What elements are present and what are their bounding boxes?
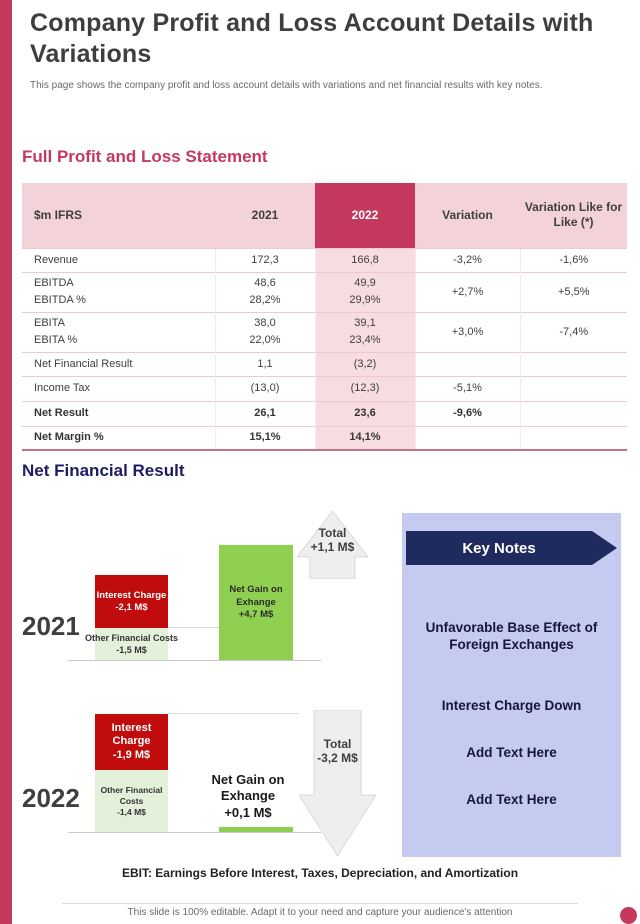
bar-interest-charge-2022 <box>95 714 168 770</box>
cell-2021: 26,1 <box>254 407 276 419</box>
cell-2022-sub: 29,9% <box>349 294 381 306</box>
bar-label: Net Gain on Exhange <box>229 584 283 608</box>
table-header-row <box>22 183 627 248</box>
table-row-net-margin <box>22 426 627 450</box>
section-title-profit-loss: Full Profit and Loss Statement <box>22 147 268 166</box>
total-value: +1,1 M$ <box>310 540 355 555</box>
cell-2021: 1,1 <box>257 357 273 370</box>
cell-2022: 166,8 <box>351 253 379 266</box>
row-label: Net Margin % <box>34 431 104 444</box>
table-row-revenue <box>22 248 627 272</box>
cell-2022: 14,1% <box>349 431 381 444</box>
key-note-placeholder[interactable]: Add Text Here <box>466 745 557 760</box>
ebit-definition-note: EBIT: Earnings Before Interest, Taxes, Depreciation, and Amortization <box>121 866 519 880</box>
key-notes-banner <box>406 531 617 565</box>
cell-variation: -5,1% <box>415 376 520 401</box>
cell-2021: 48,6 <box>254 277 276 289</box>
profit-loss-table <box>22 183 627 451</box>
page-title: Company Profit and Loss Account Details with Variations <box>30 9 594 69</box>
bar-net-gain-2021 <box>219 545 293 661</box>
bar-value: -1,9 M$ <box>112 748 151 761</box>
key-note-item: Unfavorable Base Effect of Foreign Exchanges <box>425 620 598 652</box>
bar-value: +0,1 M$ <box>224 804 272 820</box>
cell-2022: (3,2) <box>353 357 377 370</box>
cell-2022: 49,9 <box>354 277 376 289</box>
cell-2022: 39,1 <box>354 317 376 329</box>
total-down-arrow-icon <box>299 710 376 856</box>
cell-variation <box>415 426 520 450</box>
cell-lfl <box>520 401 627 426</box>
bar-interest-charge-2021 <box>95 575 168 628</box>
row-label: Net Financial Result <box>34 357 133 370</box>
cell-lfl: -7,4% <box>520 312 627 352</box>
cell-lfl <box>520 426 627 450</box>
cell-lfl: -1,6% <box>520 248 627 272</box>
cell-variation <box>415 352 520 376</box>
cell-lfl <box>520 376 627 401</box>
connector-line <box>168 627 219 628</box>
total-2022 <box>299 737 376 766</box>
cell-2021-sub: 28,2% <box>249 294 281 306</box>
bar-label: Other Financial Costs <box>85 633 179 644</box>
total-2021 <box>297 526 368 555</box>
cell-lfl: +5,5% <box>520 272 627 312</box>
baseline-2021 <box>68 660 321 661</box>
cell-2021: 15,1% <box>249 431 281 444</box>
connector-line <box>168 713 299 714</box>
bar-value: -2,1 M$ <box>115 601 148 613</box>
total-label: Total <box>318 526 347 540</box>
banner-arrow-tip-icon <box>592 531 617 565</box>
bar-other-financial-costs-2022 <box>95 770 168 833</box>
col-header-ifrs: $m IFRS <box>22 183 215 248</box>
left-accent-bar <box>0 0 12 924</box>
section-title-net-financial-result: Net Financial Result <box>22 461 185 480</box>
baseline-2022 <box>68 832 321 833</box>
net-gain-2022 <box>198 772 298 821</box>
bar-label: Other Financial Costs <box>100 784 163 806</box>
cell-2022-sub: 23,4% <box>349 334 381 346</box>
cell-2022: 23,6 <box>354 407 376 419</box>
row-label: Revenue <box>34 253 79 266</box>
cell-variation: -9,6% <box>415 401 520 426</box>
cell-variation: +2,7% <box>415 272 520 312</box>
cell-2022: (12,3) <box>350 382 380 394</box>
bar-label: Net Gain on Exhange <box>211 772 285 804</box>
page-subtitle: This page shows the company profit and loss account details with variations and net financial results with key notes. <box>30 80 543 91</box>
table-row-net-result <box>22 401 627 426</box>
bar-value: +4,7 M$ <box>238 609 274 621</box>
key-notes-panel <box>402 513 621 857</box>
key-notes-title: Key Notes <box>406 531 592 565</box>
bar-label: Interest Charge <box>96 589 167 601</box>
col-header-2022: 2022 <box>315 183 415 248</box>
bar-other-financial-costs-2021 <box>85 628 179 661</box>
cell-variation: +3,0% <box>415 312 520 352</box>
footer-dot-icon <box>620 907 637 924</box>
cell-variation: -3,2% <box>415 248 520 272</box>
col-header-variation-lfl: Variation Like for Like (*) <box>520 183 627 248</box>
table-row-ebita <box>22 312 627 352</box>
editable-note: This slide is 100% editable. Adapt it to your need and capture your audience's attention <box>127 907 513 918</box>
year-label-2021: 2021 <box>22 611 80 641</box>
key-note-item: Interest Charge Down <box>441 698 582 713</box>
bar-value: -1,5 M$ <box>116 644 147 655</box>
bar-value: -1,4 M$ <box>117 807 146 818</box>
row-label: EBITDA <box>34 277 74 289</box>
year-label-2022: 2022 <box>22 783 80 813</box>
cell-2021-sub: 22,0% <box>249 334 281 346</box>
key-note-placeholder[interactable]: Add Text Here <box>466 792 557 807</box>
row-label: Net Result <box>34 407 89 419</box>
bar-label: Interest Charge <box>111 722 152 748</box>
table-row-ebitda <box>22 272 627 312</box>
row-label: Income Tax <box>34 382 91 394</box>
row-label-sub: EBITDA % <box>34 294 86 306</box>
total-value: -3,2 M$ <box>317 751 358 766</box>
row-label: EBITA <box>34 317 65 329</box>
col-header-2021: 2021 <box>215 183 315 248</box>
col-header-variation: Variation <box>415 183 520 248</box>
cell-2021: 172,3 <box>251 253 279 266</box>
cell-2021: 38,0 <box>254 317 276 329</box>
table-row-net-financial-result <box>22 352 627 376</box>
row-label-sub: EBITA % <box>34 334 78 346</box>
total-label: Total <box>323 737 352 751</box>
table-row-income-tax <box>22 376 627 401</box>
footer-divider <box>62 903 578 904</box>
cell-lfl <box>520 352 627 376</box>
cell-2021: (13,0) <box>250 382 280 394</box>
